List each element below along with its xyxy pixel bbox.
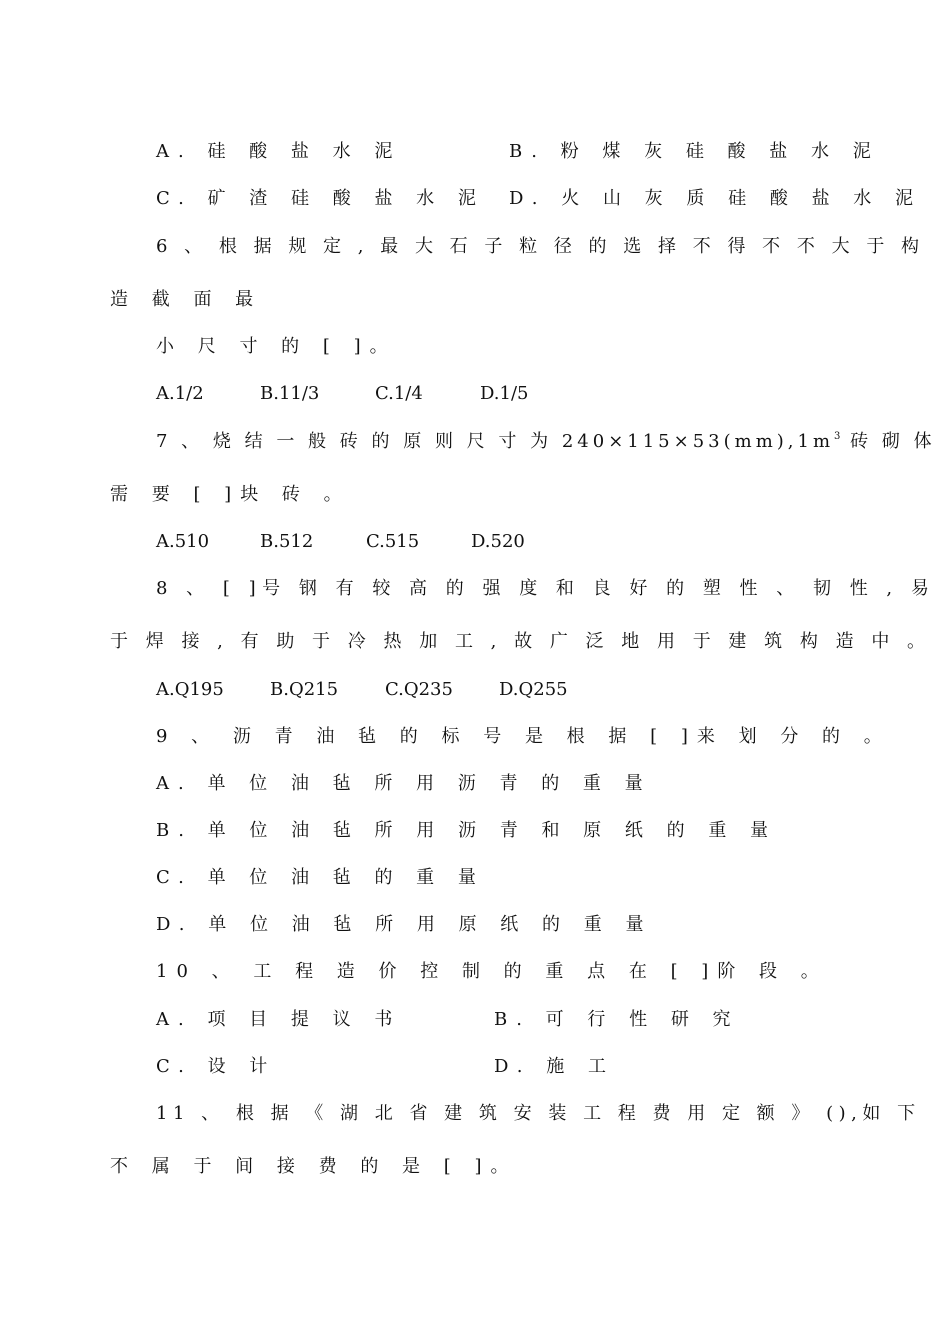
q10-option-b: B. 可 行 性 研 究 bbox=[494, 1009, 740, 1030]
q6-options bbox=[156, 382, 576, 406]
q6-option-a: A.1/2 bbox=[156, 383, 204, 404]
q11-text-line1: 11 、 根 据 《 湖 北 省 建 筑 安 装 工 程 费 用 定 额 》 (),如 下 bbox=[156, 1103, 921, 1124]
q7-line1-prefix: 7 、 烧 结 一 般 砖 的 原 则 尺 寸 为 240×115×53(mm),1m bbox=[156, 431, 835, 452]
q8-option-a: A.Q195 bbox=[156, 679, 224, 700]
q10-text-line1: 10 、 工 程 造 价 控 制 的 重 点 在 [ ]阶 段 。 bbox=[156, 961, 828, 982]
q7-option-a: A.510 bbox=[156, 531, 210, 552]
q7-option-b: B.512 bbox=[260, 531, 314, 552]
q7-text-line1 bbox=[156, 430, 936, 454]
q9-option-c: C. 单 位 油 毡 的 重 量 bbox=[156, 867, 485, 888]
q8-text-line2: 于 焊 接 , 有 助 于 冷 热 加 工 , 故 广 泛 地 用 于 建 筑 构 造 中 。 bbox=[110, 631, 932, 652]
q6-text-line3: 小 尺 寸 的 [ ]。 bbox=[156, 336, 397, 357]
q9-text-line1: 9 、 沥 青 油 毡 的 标 号 是 根 据 [ ]来 划 分 的 。 bbox=[156, 726, 891, 747]
q6-option-b: B.11/3 bbox=[260, 383, 320, 404]
q8-options bbox=[156, 678, 616, 702]
q6-text-line1: 6 、 根 据 规 定 , 最 大 石 子 粒 径 的 选 择 不 得 不 不 大 于 构 bbox=[156, 236, 925, 257]
q6-option-d: D.1/5 bbox=[480, 383, 529, 404]
q6-text-line2: 造 截 面 最 bbox=[110, 289, 263, 310]
q5-option-d: D. 火 山 灰 质 硅 酸 盐 水 泥 bbox=[509, 188, 923, 209]
q7-line1-superscript: 3 bbox=[834, 431, 841, 442]
q10-option-d: D. 施 工 bbox=[494, 1056, 615, 1077]
q8-option-c: C.Q235 bbox=[385, 679, 453, 700]
q6-option-c: C.1/4 bbox=[375, 383, 423, 404]
q8-option-d: D.Q255 bbox=[499, 679, 568, 700]
q11-text-line2: 不 属 于 间 接 费 的 是 [ ]。 bbox=[110, 1156, 518, 1177]
q5-option-a: A. 硅 酸 盐 水 泥 bbox=[156, 141, 402, 162]
q5-option-b: B. 粉 煤 灰 硅 酸 盐 水 泥 bbox=[509, 141, 880, 162]
q7-options bbox=[156, 530, 576, 554]
q9-option-a: A. 单 位 油 毡 所 用 沥 青 的 重 量 bbox=[156, 773, 652, 794]
q7-line1-suffix: 砖 砌 体 bbox=[840, 431, 936, 452]
q5-option-c: C. 矿 渣 硅 酸 盐 水 泥 bbox=[156, 188, 485, 209]
q9-option-b: B. 单 位 油 毡 所 用 沥 青 和 原 纸 的 重 量 bbox=[156, 820, 778, 841]
q8-option-b: B.Q215 bbox=[270, 679, 339, 700]
q7-text-line2: 需 要 [ ]块 砖 。 bbox=[110, 484, 351, 505]
q7-option-d: D.520 bbox=[471, 531, 525, 552]
q7-option-c: C.515 bbox=[366, 531, 420, 552]
q9-option-d: D. 单 位 油 毡 所 用 原 纸 的 重 量 bbox=[156, 914, 653, 935]
q10-option-c: C. 设 计 bbox=[156, 1056, 277, 1077]
q8-text-line1: 8 、 [ ]号 钢 有 较 高 的 强 度 和 良 好 的 塑 性 、 韧 性 , 易 bbox=[156, 578, 936, 599]
q10-option-a: A. 项 目 提 议 书 bbox=[156, 1009, 402, 1030]
